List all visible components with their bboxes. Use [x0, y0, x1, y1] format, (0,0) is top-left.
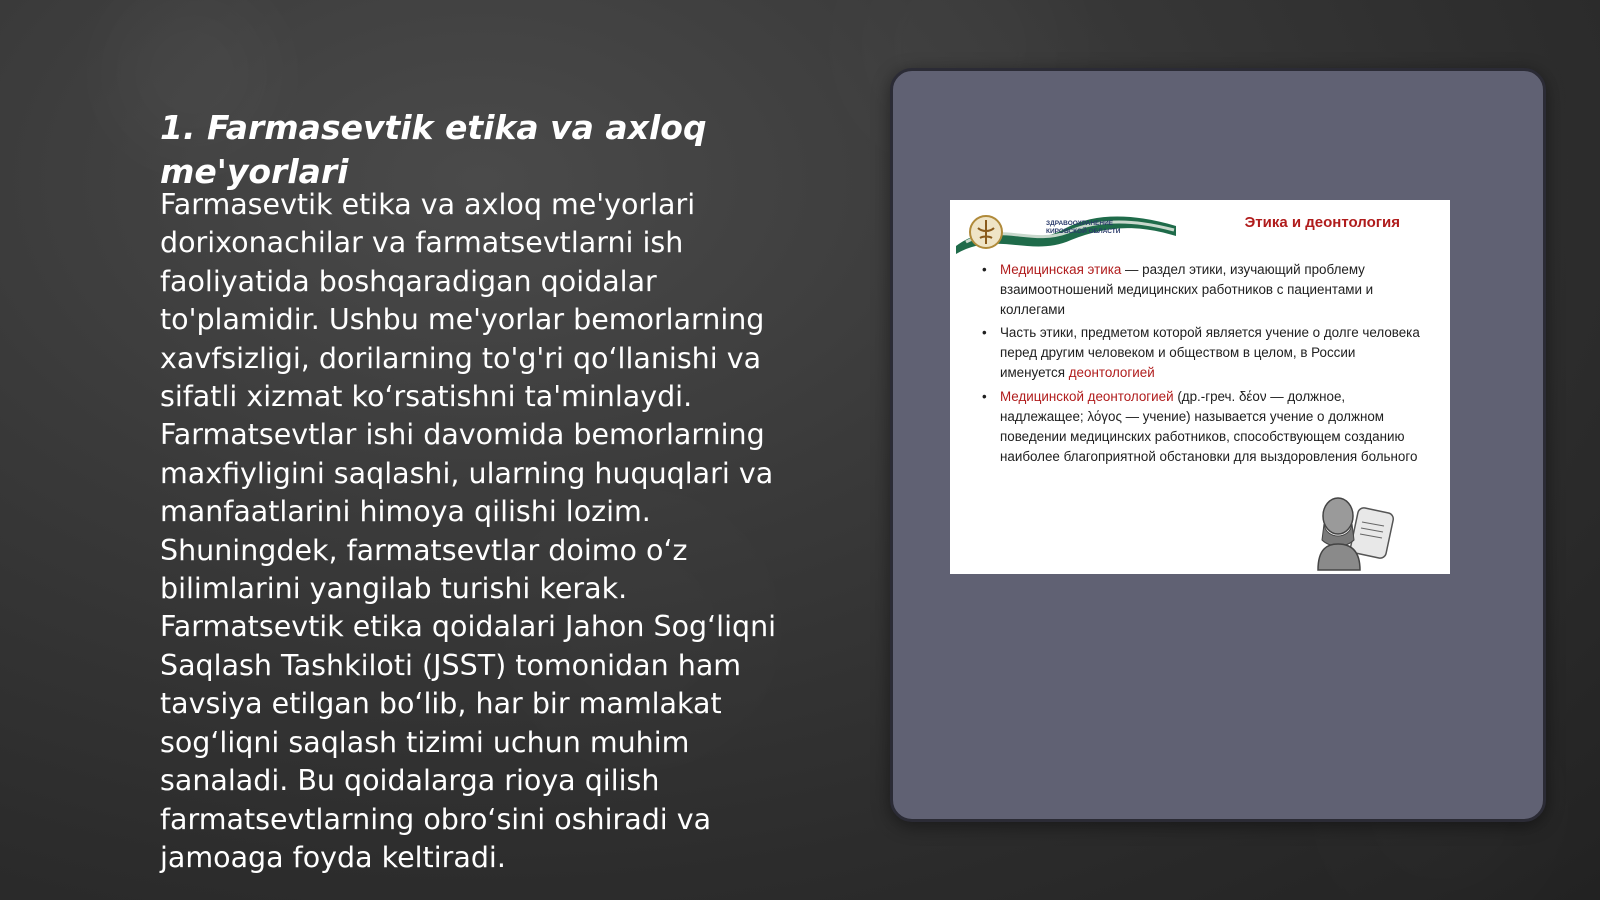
embedded-slide-image — [950, 200, 1450, 574]
embedded-slide-header — [950, 200, 1450, 256]
bullet-highlight: Медицинская этика — [1000, 262, 1122, 277]
bullet-text: (др.-греч. δέον — должное, надлежащее; λόγος — учение) называется учение о должном поведении медицинских работников, способствующем созданию наиболее благоприятной обстановки для выздоровления больного — [1000, 388, 1418, 464]
bullet-text: — раздел этики, изучающий проблему взаимоотношений медицинских работников с пациентами и коллегами — [1000, 262, 1374, 318]
bullet-text: Часть этики, предметом которой является учение о долге человека перед другим человеком и обществом в целом, в России именуется — [1000, 325, 1420, 381]
bullet-highlight: Медицинской деонтологией — [1000, 388, 1174, 404]
embedded-org-name: ЗДРАВООХРАНЕНИЕ КИРОВСКОЙ ОБЛАСТИ — [1046, 220, 1121, 235]
bullet-highlight: деонтологией — [1068, 365, 1155, 381]
slide-body-text: Farmasevtik etika va axloq me'yorlari dorixonachilar va farmatsevtlarni ish faoliyatida boshqaradigan qoidalar to'plamidir. Ushbu me'yorlar bemorlarning xavfsizligi, dorilarning to'g'ri qo‘llanishi va sifatli xizmat ko‘rsatishni ta'minlaydi. Farmatsevtlar ishi davomida bemorlarning maxfiyligini saqlashi, ularning huquqlari va manfaatlarini himoya qilishi lozim. Shuningdek, farmatsevtlar doimo o‘z bilimlarini yangilab turishi kerak. Farmatsevtik etika qoidalari Jahon Sog‘liqni Saqlash Tashkiloti (JSST) tomonidan ham tavsiya etilgan bo‘lib, har bir mamlakat sog‘liqni saqlash tizimi uchun muhim sanaladi. Bu qoidalarga rioya qilish farmatsevtlarning obro‘sini oshiradi va jamoaga foyda keltiradi. — [160, 188, 777, 874]
embedded-bullet-item — [980, 387, 1420, 467]
embedded-bullet-item — [980, 260, 1420, 320]
embedded-slide-title: Этика и деонтология — [1244, 214, 1400, 231]
embedded-bullet-item — [980, 323, 1420, 383]
slide-heading: 1. Farmasevtik etika va axloq me'yorlari — [160, 108, 707, 191]
embedded-bullet-list — [980, 260, 1420, 470]
hippocrates-bust-icon — [1310, 490, 1400, 572]
